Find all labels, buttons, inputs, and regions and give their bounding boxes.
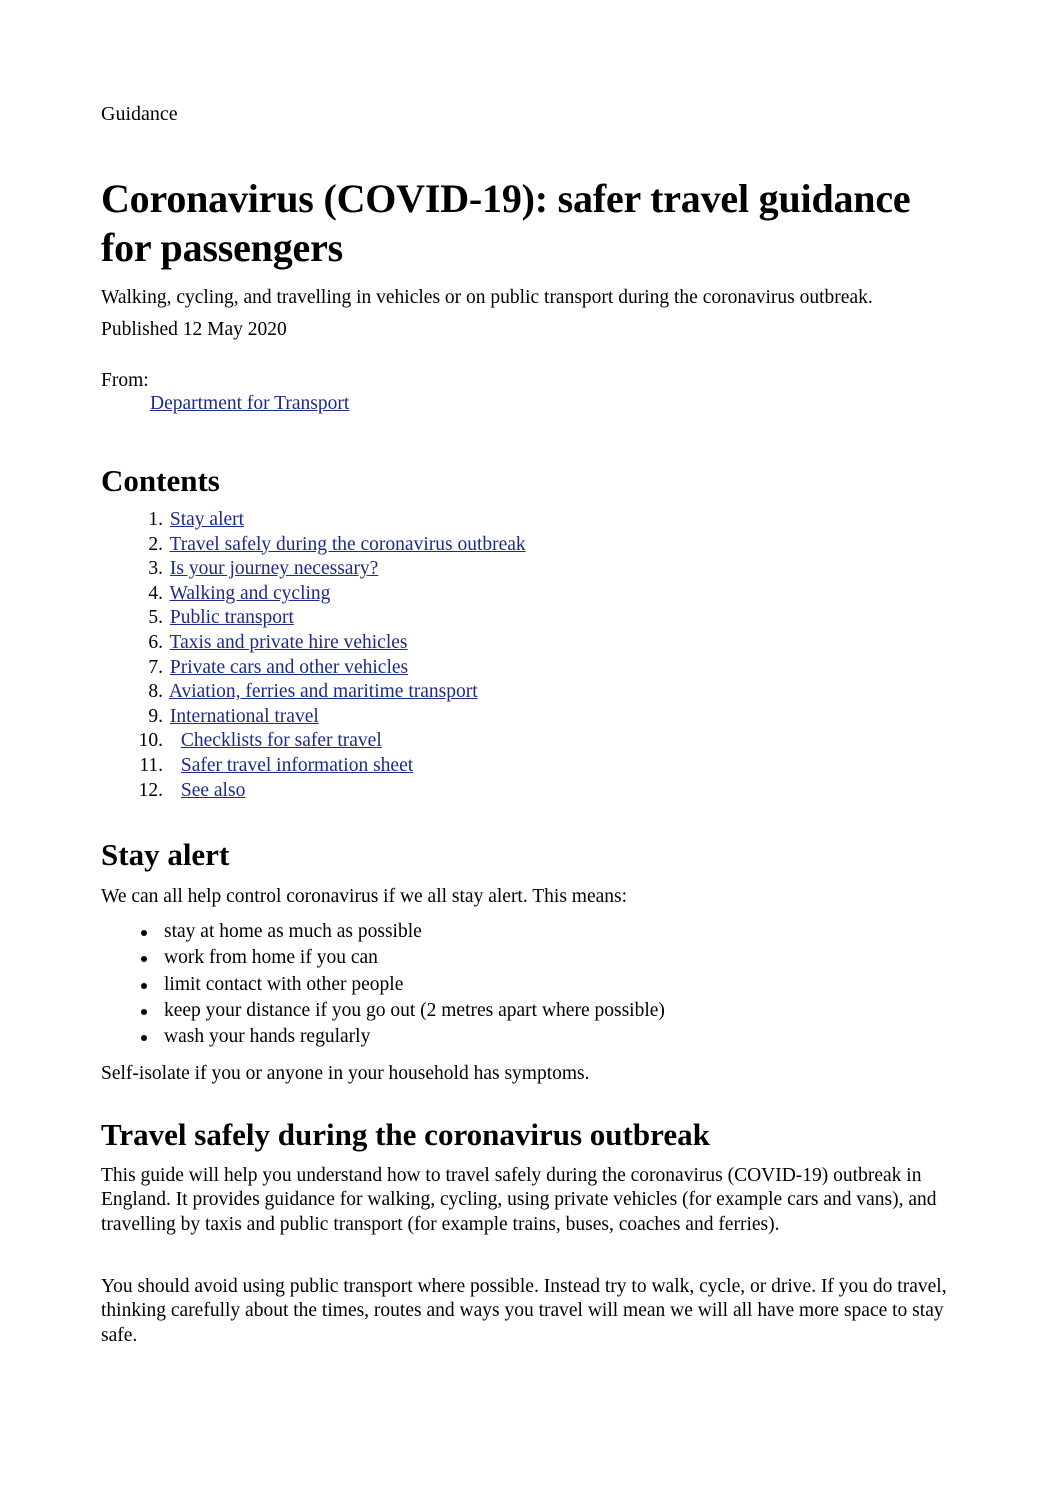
contents-link-info-sheet[interactable]: Safer travel information sheet [180, 754, 414, 776]
contents-item [101, 729, 526, 754]
contents-link-public-transport[interactable]: Public transport [169, 607, 294, 629]
from-label: From: [101, 370, 149, 391]
contents-item [101, 779, 526, 804]
travel-safely-heading: Travel safely during the coronavirus outbreak [101, 1117, 710, 1152]
contents-item-number: 11. [139, 754, 163, 776]
list-item: wash your hands regularly [101, 1024, 665, 1050]
contents-link-walking-cycling[interactable]: Walking and cycling [169, 582, 331, 604]
stay-alert-heading: Stay alert [101, 837, 230, 872]
contents-link-international[interactable]: International travel [169, 705, 319, 727]
contents-item [101, 631, 526, 656]
travel-safely-paragraph: This guide will help you understand how to travel safely during the coronavirus (COVID-19) outbreak in England. It provides guidance for walking, cycling, using private vehicles (for example cars and vans), and travelling by taxis and public transport (for example trains, buses, coaches and ferries). [101, 1165, 937, 1235]
organisation-link[interactable]: Department for Transport [150, 393, 350, 414]
contents-item-number: 5. [148, 607, 163, 629]
page-title: Coronavirus (COVID-19): safer travel guidance for passengers [101, 176, 911, 270]
document-type-label: Guidance [101, 103, 178, 125]
published-date: Published 12 May 2020 [101, 319, 287, 340]
contents-item-number: 1. [148, 509, 163, 530]
contents-list [101, 508, 526, 803]
contents-link-checklists[interactable]: Checklists for safer travel [180, 730, 382, 752]
contents-item [101, 705, 526, 730]
list-item: limit contact with other people [101, 972, 665, 998]
list-item: keep your distance if you go out (2 metres apart where possible) [101, 998, 665, 1024]
contents-item-number: 3. [148, 558, 163, 580]
contents-item [101, 680, 526, 705]
contents-item-number: 2. [148, 533, 163, 555]
contents-item [101, 557, 526, 582]
travel-safely-paragraph: You should avoid using public transport where possible. Instead try to walk, cycle, or drive. If you do travel, thinking carefully about the times, routes and ways you travel will mean we will all have more space to stay safe. [101, 1276, 947, 1346]
contents-item [101, 656, 526, 681]
contents-item-number: 9. [148, 705, 163, 727]
contents-item-number: 7. [148, 656, 163, 678]
contents-link-stay-alert[interactable]: Stay alert [169, 509, 245, 530]
contents-link-travel-safely[interactable]: Travel safely during the coronavirus outbreak [169, 533, 526, 555]
page-summary: Walking, cycling, and travelling in vehicles or on public transport during the coronavirus outbreak. [101, 287, 873, 308]
contents-link-aviation[interactable]: Aviation, ferries and maritime transport [168, 681, 478, 703]
list-item: stay at home as much as possible [101, 919, 665, 945]
stay-alert-intro: We can all help control coronavirus if we all stay alert. This means: [101, 886, 628, 907]
contents-item [101, 754, 526, 779]
contents-item [101, 508, 526, 533]
contents-item-number: 12. [138, 779, 163, 801]
contents-item-number: 8. [148, 681, 163, 703]
contents-item [101, 582, 526, 607]
contents-item [101, 606, 526, 631]
contents-item-number: 6. [148, 631, 163, 653]
list-item: work from home if you can [101, 945, 665, 971]
contents-link-journey-necessary[interactable]: Is your journey necessary? [169, 558, 379, 580]
contents-heading: Contents [101, 463, 220, 498]
contents-link-see-also[interactable]: See also [180, 779, 246, 801]
stay-alert-list [101, 919, 665, 1050]
contents-item-number: 10. [138, 730, 163, 752]
contents-link-taxis[interactable]: Taxis and private hire vehicles [169, 631, 408, 653]
contents-item [101, 533, 526, 558]
stay-alert-outro: Self-isolate if you or anyone in your household has symptoms. [101, 1063, 590, 1084]
contents-link-private-cars[interactable]: Private cars and other vehicles [169, 656, 409, 678]
contents-item-number: 4. [148, 582, 163, 604]
